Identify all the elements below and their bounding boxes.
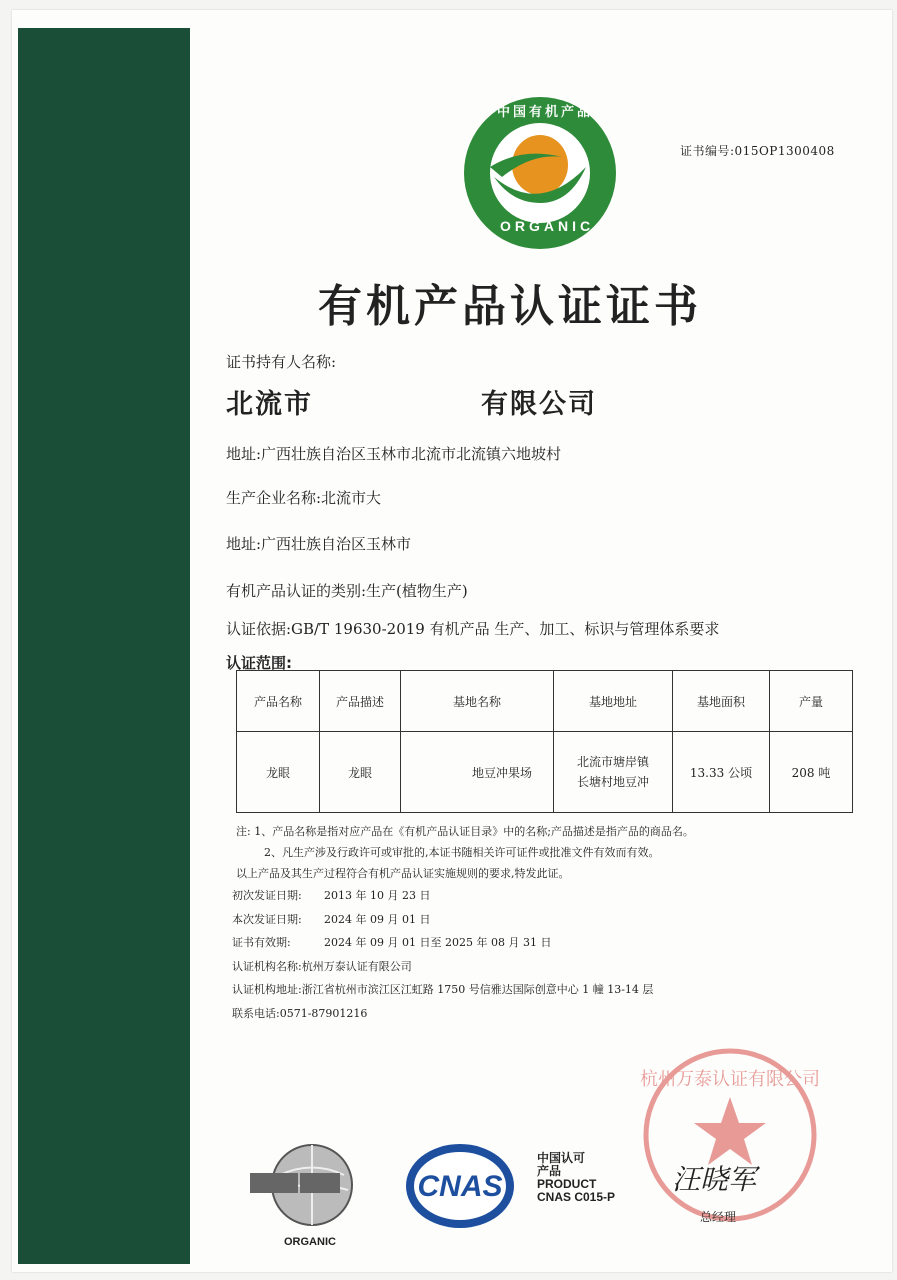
base-name-text: 地豆冲果场 <box>471 765 532 780</box>
table-header-cell: 产品描述 <box>320 671 401 732</box>
base-address-line: 长塘村地豆冲 <box>576 775 649 789</box>
scope-table <box>236 670 853 813</box>
holder-label: 证书持有人名称: <box>226 353 337 371</box>
logo-top-text: 中国有机产品 <box>497 105 594 120</box>
certificate-number: 证书编号:015OP1300408 <box>680 144 835 158</box>
validity-period: 证书有效期: 2024 年 09 月 01 日至 2025 年 08 月 31 日 <box>232 936 552 949</box>
certification-category: 有机产品认证的类别:生产(植物生产) <box>226 582 468 600</box>
table-cell: 13.33 公顷 <box>673 732 770 813</box>
table-cell <box>554 732 673 813</box>
table-row <box>237 732 853 813</box>
company-seal <box>640 1045 820 1225</box>
address-line-1: 地址:广西壮族自治区玉林市北流市北流镇六地坡村 <box>226 445 562 463</box>
organic-label: ORGANIC <box>284 1236 336 1248</box>
this-issue-date: 本次发证日期: 2024 年 09 月 01 日 <box>232 912 431 926</box>
notes <box>236 821 694 884</box>
certificate-title: 有机产品认证证书 <box>318 281 702 332</box>
logo-bottom-text: ORGANIC <box>500 218 595 234</box>
holder-name <box>226 382 597 421</box>
table-cell: 龙眼 <box>237 732 320 813</box>
producer-name-line: 生产企业名称:北流市大 <box>226 489 382 507</box>
note-line: 以上产品及其生产过程符合有机产品认证实施规则的要求,特发此证。 <box>236 867 570 880</box>
table-cell: 龙眼 <box>320 732 401 813</box>
holder-name-start: 北流市 <box>226 389 313 420</box>
accreditation-line: 中国认可 <box>537 1151 586 1165</box>
issue-info <box>232 884 653 1025</box>
table-header-cell: 基地面积 <box>673 671 770 732</box>
note-line: 2、凡生产涉及行政许可或审批的,本证书随相关许可证件或批准文件有效而有效。 <box>264 846 660 859</box>
cnas-text: CNAS <box>417 1170 503 1203</box>
table-cell <box>401 732 554 813</box>
scope-label: 认证范围: <box>226 654 292 672</box>
seal-text: 杭州万泰认证有限公司 <box>640 1069 820 1090</box>
address-line-2: 地址:广西壮族自治区玉林市 <box>226 535 412 553</box>
accreditation-line: PRODUCT <box>537 1177 597 1191</box>
accreditation-line: 产品 <box>537 1164 562 1178</box>
first-issue-date: 初次发证日期: 2013 年 10 月 23 日 <box>232 889 431 902</box>
table-header-cell: 产品名称 <box>237 671 320 732</box>
signature: 汪晓军 <box>672 1163 757 1196</box>
table-header-cell: 产量 <box>770 671 853 732</box>
base-address-line: 北流市塘岸镇 <box>576 755 649 769</box>
table-header-cell: 基地地址 <box>554 671 673 732</box>
cert-body-name: 认证机构名称:杭州万泰认证有限公司 <box>232 959 412 973</box>
accreditation-line: CNAS C015-P <box>537 1190 616 1204</box>
table-header-row <box>237 671 853 732</box>
note-line: 注: 1、产品名称是指对应产品在《有机产品认证目录》中的名称;产品描述是指产品的商品名。 <box>236 825 694 838</box>
table-cell: 208 吨 <box>770 732 853 813</box>
cert-body-address: 认证机构地址:浙江省杭州市滨江区江虹路 1750 号信雅达国际创意中心 1 幢 13-14 层 <box>232 983 654 996</box>
globe-organic-logo <box>250 1135 370 1235</box>
cnas-logo <box>404 1142 516 1230</box>
holder-name-end: 有限公司 <box>481 389 597 420</box>
cert-body-phone: 联系电话:0571-87901216 <box>232 1006 368 1020</box>
accreditation-text <box>537 1152 615 1204</box>
signer-title: 总经理 <box>700 1210 737 1224</box>
certification-basis: 认证依据:GB/T 19630-2019 有机产品 生产、加工、标识与管理体系要求 <box>226 620 720 638</box>
table-header-cell: 基地名称 <box>401 671 554 732</box>
green-side-band <box>18 28 190 1264</box>
